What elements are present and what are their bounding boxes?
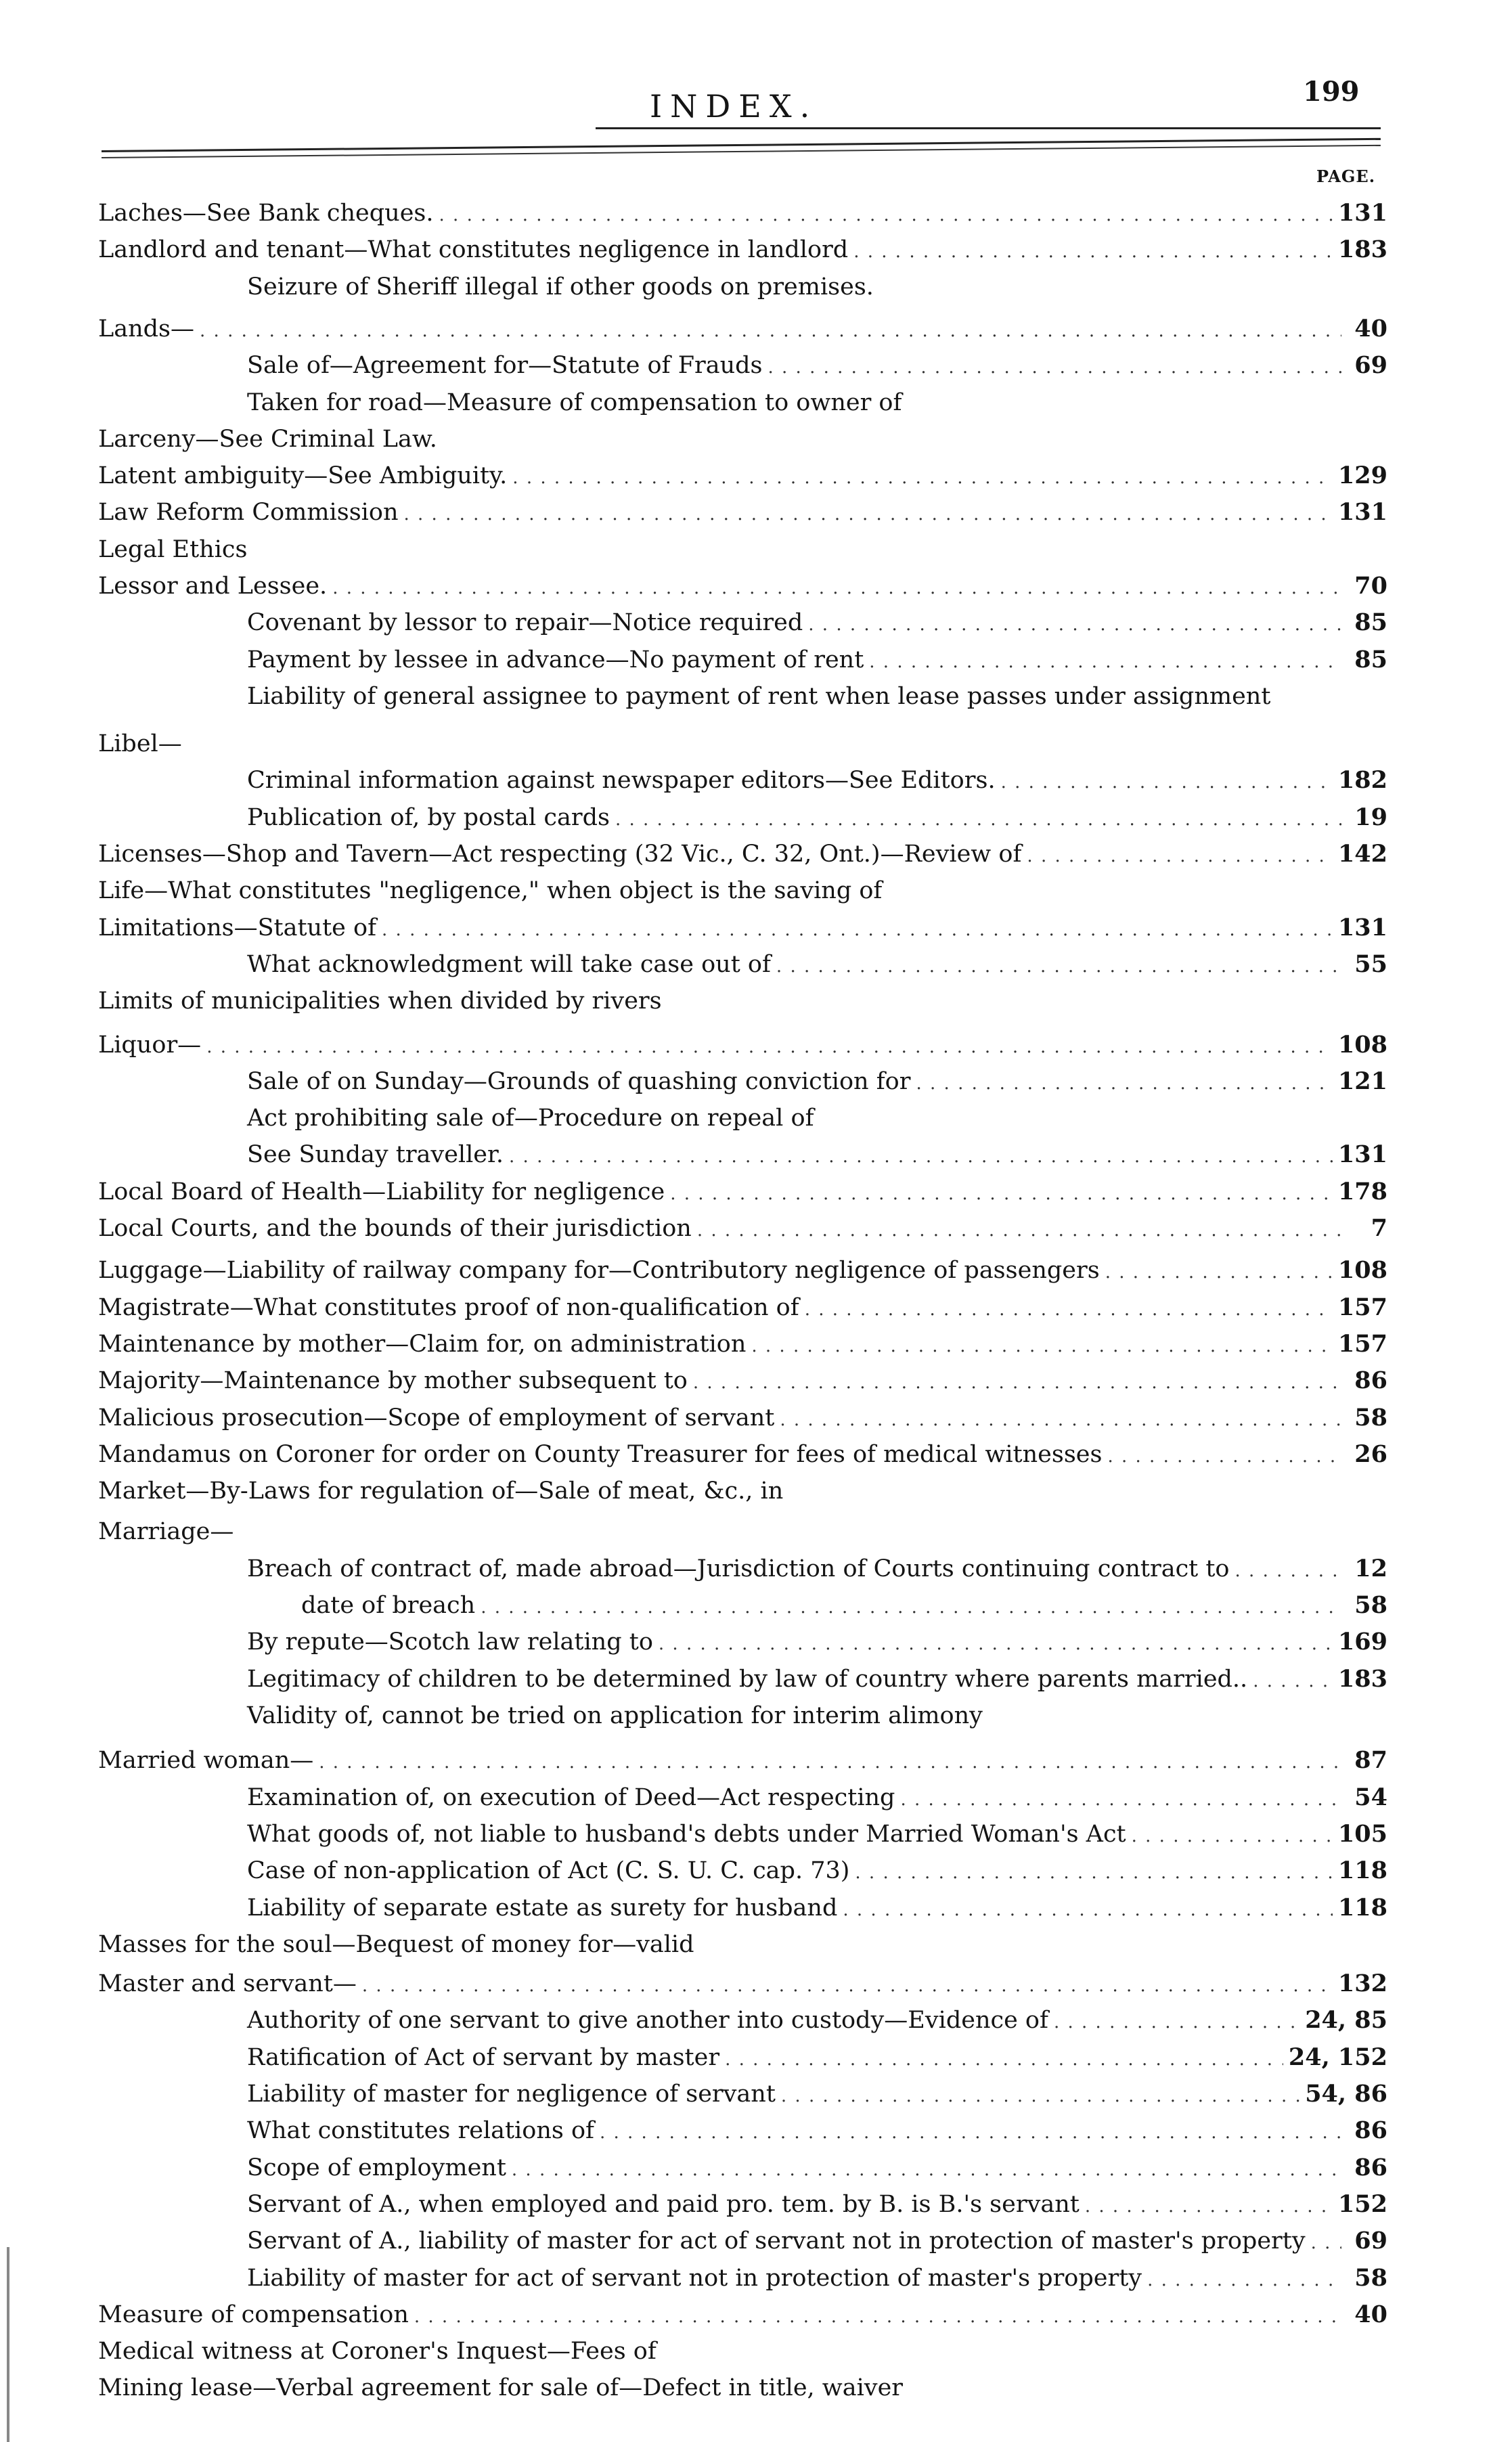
index-entry-text: Examination of, on execution of Deed—Act respecting <box>247 1784 895 1811</box>
index-entry <box>98 2372 1387 2403</box>
dot-leader <box>853 236 1333 267</box>
index-entry-page: 19 <box>1354 803 1387 831</box>
dot-leader <box>512 2154 1341 2185</box>
index-entry-text: Maintenance by mother—Claim for, on administration <box>98 1331 747 1358</box>
index-entry-text: Law Reform Commission <box>98 499 399 526</box>
index-entry <box>247 644 1387 678</box>
dot-leader <box>615 804 1341 835</box>
index-entry-text: Liability of master for negligence of servant <box>247 2081 776 2108</box>
index-entry-page: 85 <box>1354 608 1387 636</box>
index-entry-text: Liability of separate estate as surety for husband <box>247 1894 838 1922</box>
index-entry-page: 169 <box>1337 1628 1387 1656</box>
index-entry-text: Married woman— <box>98 1747 314 1774</box>
index-entry <box>98 1402 1387 1436</box>
index-entry <box>247 1819 1387 1852</box>
dot-leader <box>200 315 1341 347</box>
dot-leader <box>439 200 1333 231</box>
index-entry <box>98 1516 1387 1547</box>
index-entry <box>98 2299 1387 2332</box>
index-entry-text: Ratification of Act of servant by master <box>247 2044 720 2071</box>
index-entry-text: Libel— <box>98 730 182 757</box>
index-entry <box>247 1626 1387 1660</box>
index-entry <box>98 571 1387 604</box>
index-entry-page: 182 <box>1337 766 1387 794</box>
index-entry-text: Latent ambiguity—See Ambiguity. <box>98 462 508 489</box>
index-entry-page: 108 <box>1337 1256 1387 1284</box>
index-entry-page: 55 <box>1354 950 1387 978</box>
index-entry-text: Local Courts, and the bounds of their jurisdiction <box>98 1215 692 1242</box>
index-entry-text: Mandamus on Coroner for order on County Treasurer for fees of medical witnesses <box>98 1441 1103 1468</box>
index-entry-page: 40 <box>1354 2301 1387 2328</box>
index-entry <box>247 1139 1387 1172</box>
index-entry-page: 131 <box>1337 1140 1387 1168</box>
index-entry-page: 142 <box>1337 840 1387 868</box>
index-entry-page: 86 <box>1354 2116 1387 2144</box>
dot-leader <box>855 1857 1333 1888</box>
index-entry-text: Mining lease—Verbal agreement for sale of—Defect in title, waiver <box>98 2374 904 2401</box>
dot-leader <box>693 1367 1341 1398</box>
index-entry-text: Scope of employment <box>247 2154 506 2181</box>
index-entry-text: Taken for road—Measure of compensation to owner of <box>247 389 902 416</box>
index-entry <box>247 350 1387 383</box>
index-entry-text: Master and servant— <box>98 1970 357 1997</box>
index-entry <box>247 681 1387 712</box>
index-entry-text: Measure of compensation <box>98 2301 409 2328</box>
index-entry-text: What acknowledgment will take case out of <box>247 951 771 978</box>
dot-leader <box>512 462 1333 493</box>
page-number: 199 <box>1303 76 1360 108</box>
dot-leader <box>600 2117 1341 2148</box>
dot-leader <box>509 1141 1333 1172</box>
dot-leader <box>900 1784 1341 1815</box>
index-entry-page: 86 <box>1354 1367 1387 1394</box>
index-entry-text: Legitimacy of children to be determined by law of country where parents married.. <box>247 1666 1248 1693</box>
index-entry-text: Sale of on Sunday—Grounds of quashing conviction for <box>247 1068 911 1095</box>
index-entry <box>98 2336 1387 2367</box>
index-entry <box>98 1329 1387 1362</box>
dot-leader <box>725 2044 1283 2075</box>
index-entry-page: 183 <box>1337 236 1387 263</box>
index-entry-text: Covenant by lessor to repair—Notice required <box>247 609 803 636</box>
index-entry <box>247 1066 1387 1099</box>
index-entry-page: 85 <box>1354 646 1387 673</box>
index-entry-text: Majority—Maintenance by mother subsequent to <box>98 1367 688 1394</box>
index-entry-text: What constitutes relations of <box>247 2117 594 2144</box>
dot-leader <box>776 951 1341 982</box>
index-entry-page: 105 <box>1337 1820 1387 1848</box>
index-entry <box>247 1664 1387 1697</box>
index-entry <box>98 1968 1387 2001</box>
index-entry <box>247 1103 1387 1134</box>
index-entry <box>247 2042 1387 2075</box>
index-entry-text: Payment by lessee in advance—No payment of rent <box>247 646 864 673</box>
index-entry-text: Servant of A., when employed and paid pro. tem. by B. is B.'s servant <box>247 2191 1080 2218</box>
index-entry-text: Malicious prosecution—Scope of employment of servant <box>98 1404 775 1431</box>
dot-leader <box>403 499 1332 530</box>
index-entry-text: Liquor— <box>98 1031 202 1059</box>
dot-leader <box>869 646 1341 678</box>
dot-leader <box>319 1747 1341 1778</box>
index-entry <box>98 1292 1387 1325</box>
index-entry-page: 87 <box>1354 1746 1387 1774</box>
index-entry-page: 24, 152 <box>1288 2043 1387 2071</box>
index-entry <box>247 802 1387 835</box>
index-entry <box>247 2079 1387 2112</box>
index-entry-text: Marriage— <box>98 1518 234 1545</box>
index-entry <box>247 607 1387 640</box>
index-entry-text: Limits of municipalities when divided by rivers <box>98 987 662 1015</box>
index-entry-text: Life—What constitutes "negligence," when object is the saving of <box>98 877 883 904</box>
index-entry <box>98 534 1387 565</box>
index-entry-text: Medical witness at Coroner's Inquest—Fees of <box>98 2338 657 2365</box>
index-entry-text: Liability of general assignee to payment of rent when lease passes under assignment <box>247 683 1271 710</box>
dot-leader <box>916 1068 1332 1099</box>
index-entry <box>98 875 1387 906</box>
index-entry <box>98 460 1387 493</box>
index-entry-page: 58 <box>1354 1591 1387 1619</box>
index-entry <box>98 1029 1387 1063</box>
dot-leader <box>206 1031 1333 1063</box>
index-entry <box>98 1365 1387 1398</box>
dot-leader <box>1107 1441 1341 1472</box>
index-entry-page: 121 <box>1337 1067 1387 1095</box>
index-entry-page: 157 <box>1337 1330 1387 1358</box>
index-entry <box>247 2005 1387 2038</box>
index-entry-page: 129 <box>1337 462 1387 489</box>
index-entry-text: What goods of, not liable to husband's debts under Married Woman's Act <box>247 1821 1126 1848</box>
dot-leader <box>1105 1257 1333 1288</box>
index-entry-text: Legal Ethics <box>98 536 248 563</box>
index-entry-page: 70 <box>1354 572 1387 600</box>
index-entry <box>98 198 1387 231</box>
dot-leader <box>808 609 1341 640</box>
dot-leader <box>843 1894 1333 1926</box>
index-entry-text: By repute—Scotch law relating to <box>247 1628 653 1656</box>
index-entry-page: 131 <box>1337 914 1387 941</box>
index-entry-page: 86 <box>1354 2154 1387 2181</box>
dot-leader <box>1001 767 1333 798</box>
dot-leader <box>1027 841 1333 872</box>
index-entry-text: Act prohibiting sale of—Procedure on repeal of <box>247 1105 814 1132</box>
index-entry-text: See Sunday traveller. <box>247 1141 504 1168</box>
index-entry <box>247 2152 1387 2185</box>
index-entry-text: Larceny—See Criminal Law. <box>98 426 437 453</box>
index-entry-text: Sale of—Agreement for—Statute of Frauds <box>247 352 763 379</box>
index-entry-page: 152 <box>1337 2190 1387 2218</box>
index-entry-page: 118 <box>1337 1894 1387 1922</box>
index-entry-text: Masses for the soul—Bequest of money for—valid <box>98 1931 694 1958</box>
index-entry-page: 108 <box>1337 1031 1387 1059</box>
index-entry-page: 12 <box>1354 1555 1387 1582</box>
index-entry <box>247 387 1387 418</box>
dot-leader <box>414 2301 1341 2332</box>
dot-leader <box>751 1331 1333 1362</box>
index-entry-text: Market—By-Laws for regulation of—Sale of meat, &c., in <box>98 1478 784 1505</box>
index-entry-page: 157 <box>1337 1293 1387 1321</box>
index-entry-text: Validity of, cannot be tried on application for interim alimony <box>247 1702 983 1729</box>
dot-leader <box>1054 2007 1299 2038</box>
index-entry-page: 26 <box>1354 1440 1387 1468</box>
dot-leader <box>1235 1555 1341 1586</box>
index-entry <box>98 985 1387 1017</box>
index-entry-text: Servant of A., liability of master for act of servant not in protection of master's property <box>247 2227 1306 2255</box>
index-entry <box>247 949 1387 982</box>
index-entry <box>247 2189 1387 2222</box>
index-entry <box>98 1255 1387 1288</box>
index-entry-text: Lessor and Lessee. <box>98 573 328 600</box>
index-entry <box>247 2225 1387 2259</box>
index-entry-page: 54 <box>1354 1783 1387 1811</box>
index-entry <box>247 2115 1387 2148</box>
index-entry <box>98 1475 1387 1507</box>
index-entry-page: 54, 86 <box>1305 2080 1387 2108</box>
dot-leader <box>362 1970 1333 2001</box>
index-entry-text: Magistrate—What constitutes proof of non-qualification of <box>98 1294 799 1321</box>
index-entry <box>98 313 1387 347</box>
dot-leader <box>697 1215 1341 1246</box>
index-entry-text: Authority of one servant to give another into custody—Evidence of <box>247 2007 1048 2034</box>
index-entry <box>98 1176 1387 1209</box>
index-entry-page: 131 <box>1337 199 1387 227</box>
dot-leader <box>659 1628 1333 1660</box>
index-entry <box>98 839 1387 872</box>
dot-leader <box>768 352 1342 383</box>
dot-leader <box>781 2081 1299 2112</box>
index-entry-text: Seizure of Sheriff illegal if other goods on premises. <box>247 273 874 301</box>
index-entry <box>98 497 1387 530</box>
index-entry-text: date of breach <box>301 1592 476 1619</box>
index-entry <box>98 1213 1387 1246</box>
index-entry-page: 69 <box>1354 351 1387 379</box>
index-entry-text: Breach of contract of, made abroad—Jurisdiction of Courts continuing contract to <box>247 1555 1230 1582</box>
index-entry <box>301 1590 1387 1623</box>
index-entry <box>247 765 1387 798</box>
index-entry <box>98 728 1387 759</box>
index-entry-text: Lands— <box>98 315 195 342</box>
index-entry-text: Case of non-application of Act (C. S. U. C. cap. 73) <box>247 1857 850 1884</box>
index-entry-page: 118 <box>1337 1857 1387 1884</box>
index-entry-page: 40 <box>1354 315 1387 342</box>
index-entry-text: Landlord and tenant—What constitutes negligence in landlord <box>98 236 849 263</box>
dot-leader <box>1085 2191 1333 2222</box>
dot-leader <box>1132 1821 1333 1852</box>
index-entry-page: 24, 85 <box>1305 2006 1387 2034</box>
dot-leader <box>780 1404 1341 1436</box>
dot-leader <box>1311 2227 1341 2259</box>
dot-leader <box>332 573 1341 604</box>
index-entry <box>98 1929 1387 1960</box>
index-entry-text: Licenses—Shop and Tavern—Act respecting (32 Vic., C. 32, Ont.)—Review of <box>98 841 1022 868</box>
index-entry <box>247 2263 1387 2296</box>
index-entry <box>247 1892 1387 1926</box>
index-entry-page: 178 <box>1337 1178 1387 1205</box>
index-entry <box>247 1700 1387 1731</box>
index-entry <box>247 1855 1387 1888</box>
index-entry-text: Criminal information against newspaper editors—See Editors. <box>247 767 996 794</box>
index-entry-text: Liability of master for act of servant not in protection of master's property <box>247 2265 1142 2292</box>
index-entry <box>98 424 1387 455</box>
dot-leader <box>1253 1666 1333 1697</box>
index-entry-page: 58 <box>1354 2264 1387 2292</box>
index-entry <box>98 1439 1387 1472</box>
index-entry <box>98 912 1387 946</box>
index-entry-text: Publication of, by postal cards <box>247 804 610 831</box>
dot-leader <box>805 1294 1333 1325</box>
index-entry <box>247 1553 1387 1586</box>
index-entry-page: 58 <box>1354 1404 1387 1431</box>
index-entry-page: 132 <box>1337 1970 1387 1997</box>
index-entry-text: Local Board of Health—Liability for negligence <box>98 1178 665 1205</box>
scan-edge-mark <box>7 2247 9 2442</box>
page-title: INDEX. <box>650 88 818 125</box>
dot-leader <box>481 1592 1341 1623</box>
page-column-heading: PAGE. <box>1316 166 1376 186</box>
dot-leader <box>670 1178 1333 1209</box>
index-entry <box>98 1745 1387 1778</box>
dot-leader <box>382 914 1333 946</box>
index-entry-text: Laches—See Bank cheques. <box>98 200 434 227</box>
index-entry <box>98 234 1387 267</box>
index-entry <box>247 1782 1387 1815</box>
index-entry-page: 7 <box>1371 1214 1387 1242</box>
index-entry-page: 183 <box>1337 1665 1387 1693</box>
index-entry-page: 69 <box>1354 2227 1387 2255</box>
index-entry <box>247 271 1387 303</box>
index-entry-page: 131 <box>1337 498 1387 526</box>
index-entry-text: Limitations—Statute of <box>98 914 377 941</box>
dot-leader <box>1147 2265 1341 2296</box>
index-entry-text: Luggage—Liability of railway company for—Contributory negligence of passengers <box>98 1257 1100 1284</box>
